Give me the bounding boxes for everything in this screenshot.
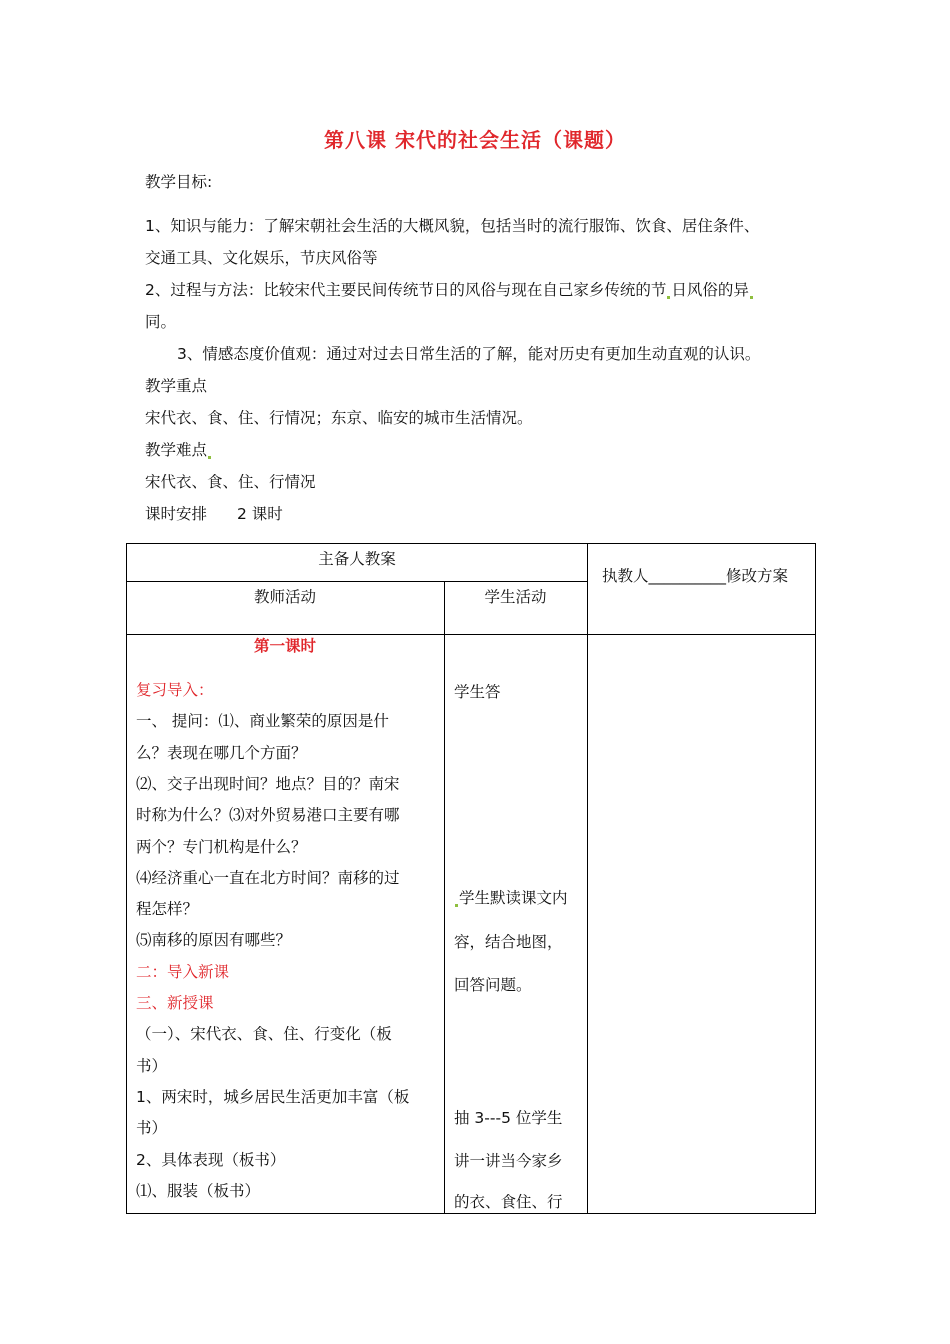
- goal-3: 3、情感态度价值观：通过对过去日常生活的了解，能对历史有更加生动直观的认识。: [177, 345, 761, 363]
- key-points-heading: 教学重点: [145, 377, 208, 395]
- edit-mark: [208, 456, 211, 459]
- student-read-line-3: 回答问题。: [454, 976, 532, 994]
- student-answer: 学生答: [454, 683, 501, 701]
- student-read-text-1: 学生默读课文内: [459, 889, 568, 907]
- teacher-activity-line: 三、新授课: [136, 994, 214, 1012]
- lesson-title: 第一课时: [253, 637, 316, 655]
- schedule-label: 课时安排: [145, 505, 208, 523]
- teacher-activity-line: 书）: [136, 1057, 168, 1075]
- teacher-activity-line: 两个？专门机构是什么？: [136, 838, 307, 856]
- teacher-activity-line: 书）: [136, 1119, 168, 1137]
- goal-2-line-1: [145, 280, 754, 300]
- goal-2-line-1-part-b: 日风俗的异: [671, 281, 749, 299]
- edit-mark: [667, 296, 670, 299]
- teacher-activity-line: 复习导入：: [136, 681, 214, 699]
- student-activity-header: 学生活动: [484, 588, 547, 606]
- edit-mark: [455, 904, 458, 907]
- difficult-points-text: 宋代衣、食、住、行情况: [145, 473, 316, 491]
- difficult-points-label: 教学难点: [145, 441, 208, 459]
- goal-1-line-2: 交通工具、文化娱乐，节庆风俗等: [145, 249, 378, 267]
- teacher-activity-line: （一）、宋代衣、食、住、行变化（板: [136, 1025, 392, 1043]
- difficult-points-heading: [145, 440, 212, 460]
- revise-label: 修改方案: [726, 567, 789, 585]
- teacher-activity-line: ⑸南移的原因有哪些？: [136, 931, 292, 949]
- teacher-activity-line: 1、两宋时，城乡居民生活更加丰富（板: [136, 1088, 410, 1106]
- teacher-activity-line: 时称为什么？⑶对外贸易港口主要有哪: [136, 806, 400, 824]
- student-talk-line-2: 讲一讲当今家乡: [454, 1152, 563, 1170]
- main-header: 主备人教案: [318, 550, 396, 568]
- edit-mark: [750, 296, 753, 299]
- student-talk-line-3: 的衣、食住、行: [454, 1193, 563, 1211]
- teacher-activity-line: ⑷经济重心一直在北方时间？南移的过: [136, 869, 400, 887]
- page-title: 第八课 宋代的社会生活（课题）: [324, 128, 626, 152]
- executor-label: 执教人: [602, 567, 649, 585]
- teacher-activity-line: 程怎样？: [136, 900, 199, 918]
- teacher-activity-header: 教师活动: [253, 588, 316, 606]
- teacher-activity-line: 2、具体表现（板书）: [136, 1151, 286, 1169]
- goals-heading: 教学目标:: [145, 173, 213, 191]
- teacher-activity-line: 二：导入新课: [136, 963, 230, 981]
- goal-1-line-1: 1、知识与能力：了解宋朝社会生活的大概风貌，包括当时的流行服饰、饮食、居住条件、: [145, 217, 760, 235]
- key-points-text: 宋代衣、食、住、行情况；东京、临安的城市生活情况。: [145, 409, 533, 427]
- teacher-activity-line: 一、 提问：⑴、商业繁荣的原因是什: [136, 712, 389, 730]
- student-read-line-1: [454, 888, 568, 908]
- executor-blank: __________: [648, 567, 727, 585]
- student-read-line-2: 容，结合地图，: [454, 933, 563, 951]
- teacher-activity-line: ⑴、服装（板书）: [136, 1182, 261, 1200]
- student-talk-line-1: 抽 3---5 位学生: [454, 1109, 563, 1127]
- goal-2-line-2: 同。: [145, 313, 177, 331]
- goal-2-line-1-part-a: 2、过程与方法：比较宋代主要民间传统节日的风俗与现在自己家乡传统的节: [145, 281, 667, 299]
- teacher-activity-line: ⑵、交子出现时间？地点？目的？南宋: [136, 775, 400, 793]
- executor-revise-header: [602, 566, 788, 586]
- schedule: [145, 504, 283, 524]
- teacher-activity-line: 么？表现在哪几个方面？: [136, 744, 307, 762]
- schedule-value: 2 课时: [237, 505, 283, 523]
